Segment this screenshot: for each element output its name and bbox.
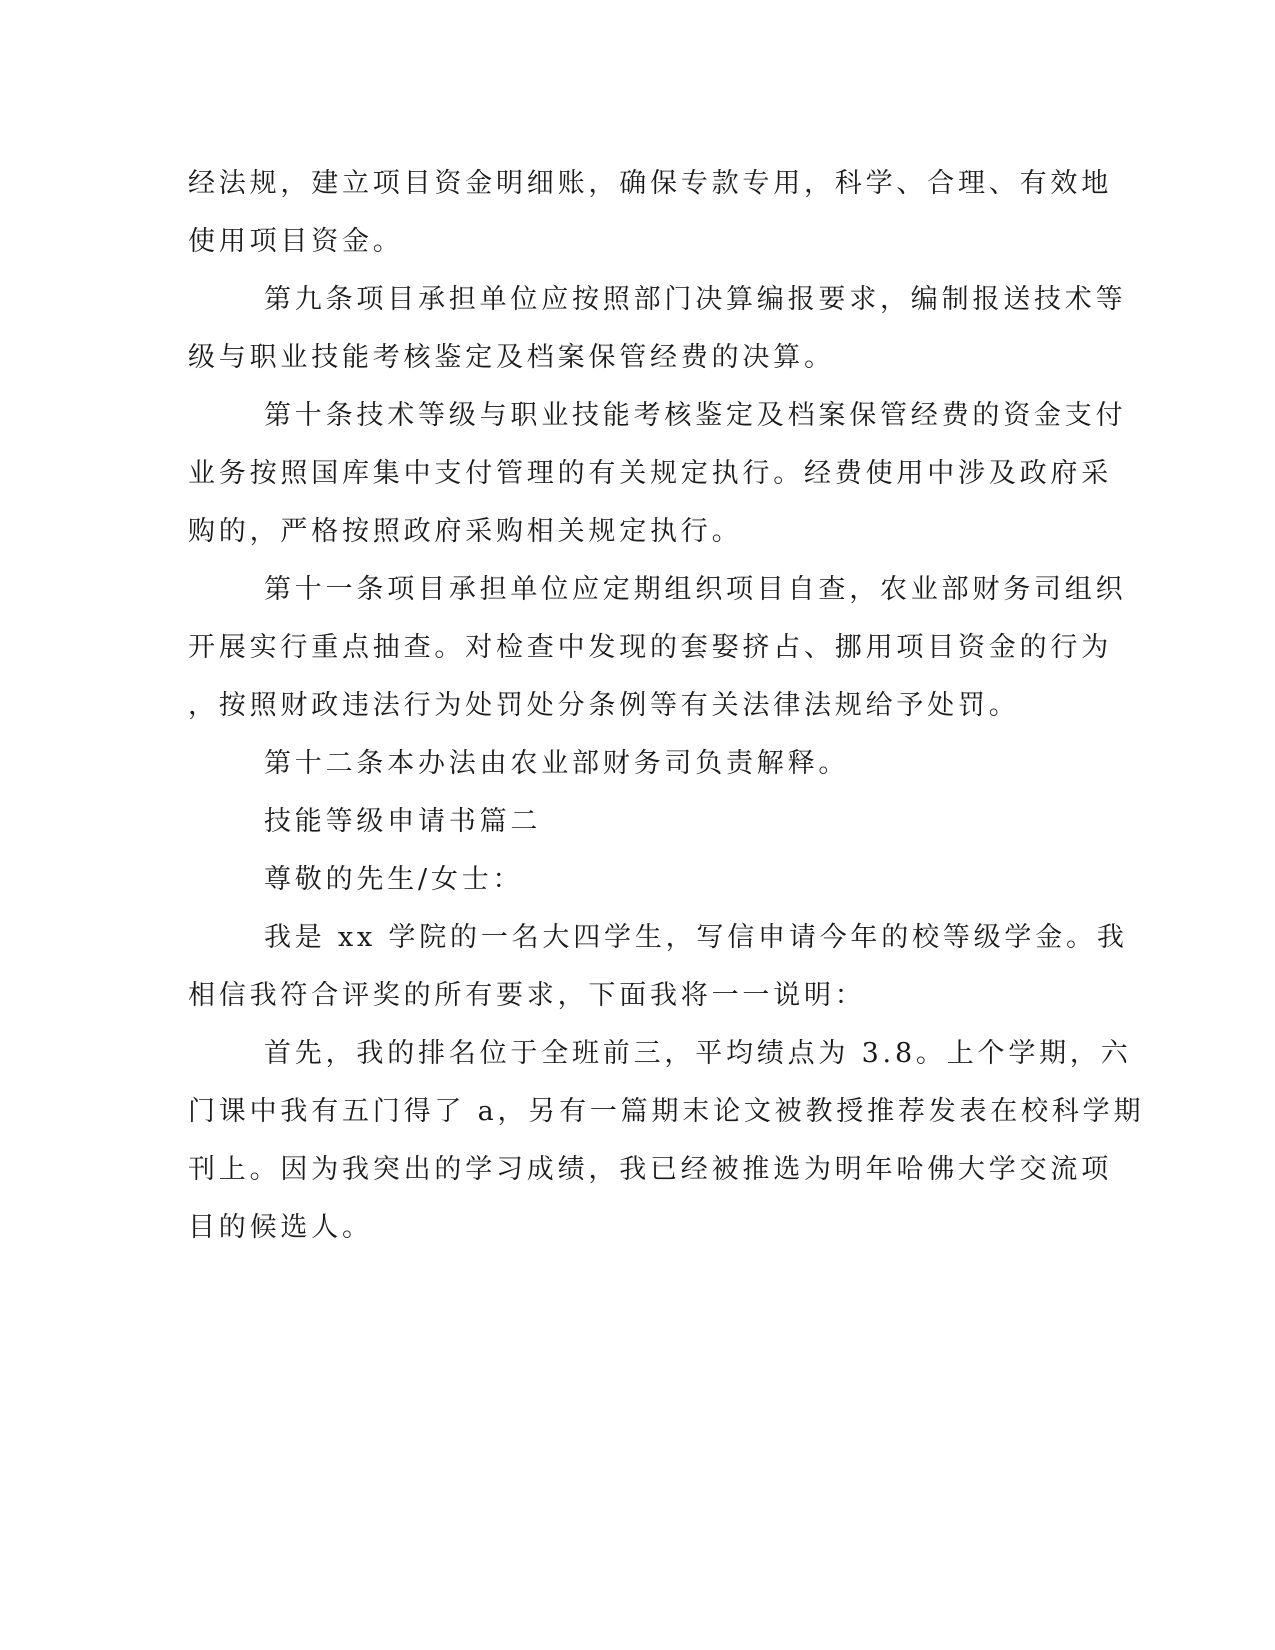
section-heading: 技能等级申请书篇二 <box>264 806 542 837</box>
text-line: 使用项目资金。 <box>188 226 404 257</box>
paragraph-article-9: 第九条项目承担单位应按照部门决算编报要求，编制报送技术等 <box>264 284 1127 315</box>
text-line: 购的，严格按照政府采购相关规定执行。 <box>188 516 743 547</box>
text-line: 开展实行重点抽查。对检查中发现的套娶挤占、挪用项目资金的行为 <box>188 632 1112 663</box>
paragraph-article-11: 第十一条项目承担单位应定期组织项目自查，农业部财务司组织 <box>264 574 1127 605</box>
text-line: ，按照财政违法行为处罚处分条例等有关法律法规给予处罚。 <box>188 690 1020 721</box>
text-line: 相信我符合评奖的所有要求，下面我将一一说明： <box>188 980 866 1011</box>
text-line: 级与职业技能考核鉴定及档案保管经费的决算。 <box>188 342 835 373</box>
text-line: 门课中我有五门得了 a，另有一篇期末论文被教授推荐发表在校科学期 <box>188 1096 1145 1127</box>
text-line: 业务按照国库集中支付管理的有关规定执行。经费使用中涉及政府采 <box>188 458 1112 489</box>
paragraph-intro: 我是 xx 学院的一名大四学生，写信申请今年的校等级学金。我 <box>264 922 1128 953</box>
paragraph-first: 首先，我的排名位于全班前三，平均绩点为 3.8。上个学期，六 <box>264 1038 1132 1069</box>
paragraph-article-12: 第十二条本办法由农业部财务司负责解释。 <box>264 748 850 779</box>
text-line: 经法规，建立项目资金明细账，确保专款专用，科学、合理、有效地 <box>188 168 1112 199</box>
paragraph-article-10: 第十条技术等级与职业技能考核鉴定及档案保管经费的资金支付 <box>264 400 1127 431</box>
text-line: 目的候选人。 <box>188 1212 373 1243</box>
text-line: 刊上。因为我突出的学习成绩，我已经被推选为明年哈佛大学交流项 <box>188 1154 1112 1185</box>
salutation: 尊敬的先生/女士： <box>264 864 524 895</box>
